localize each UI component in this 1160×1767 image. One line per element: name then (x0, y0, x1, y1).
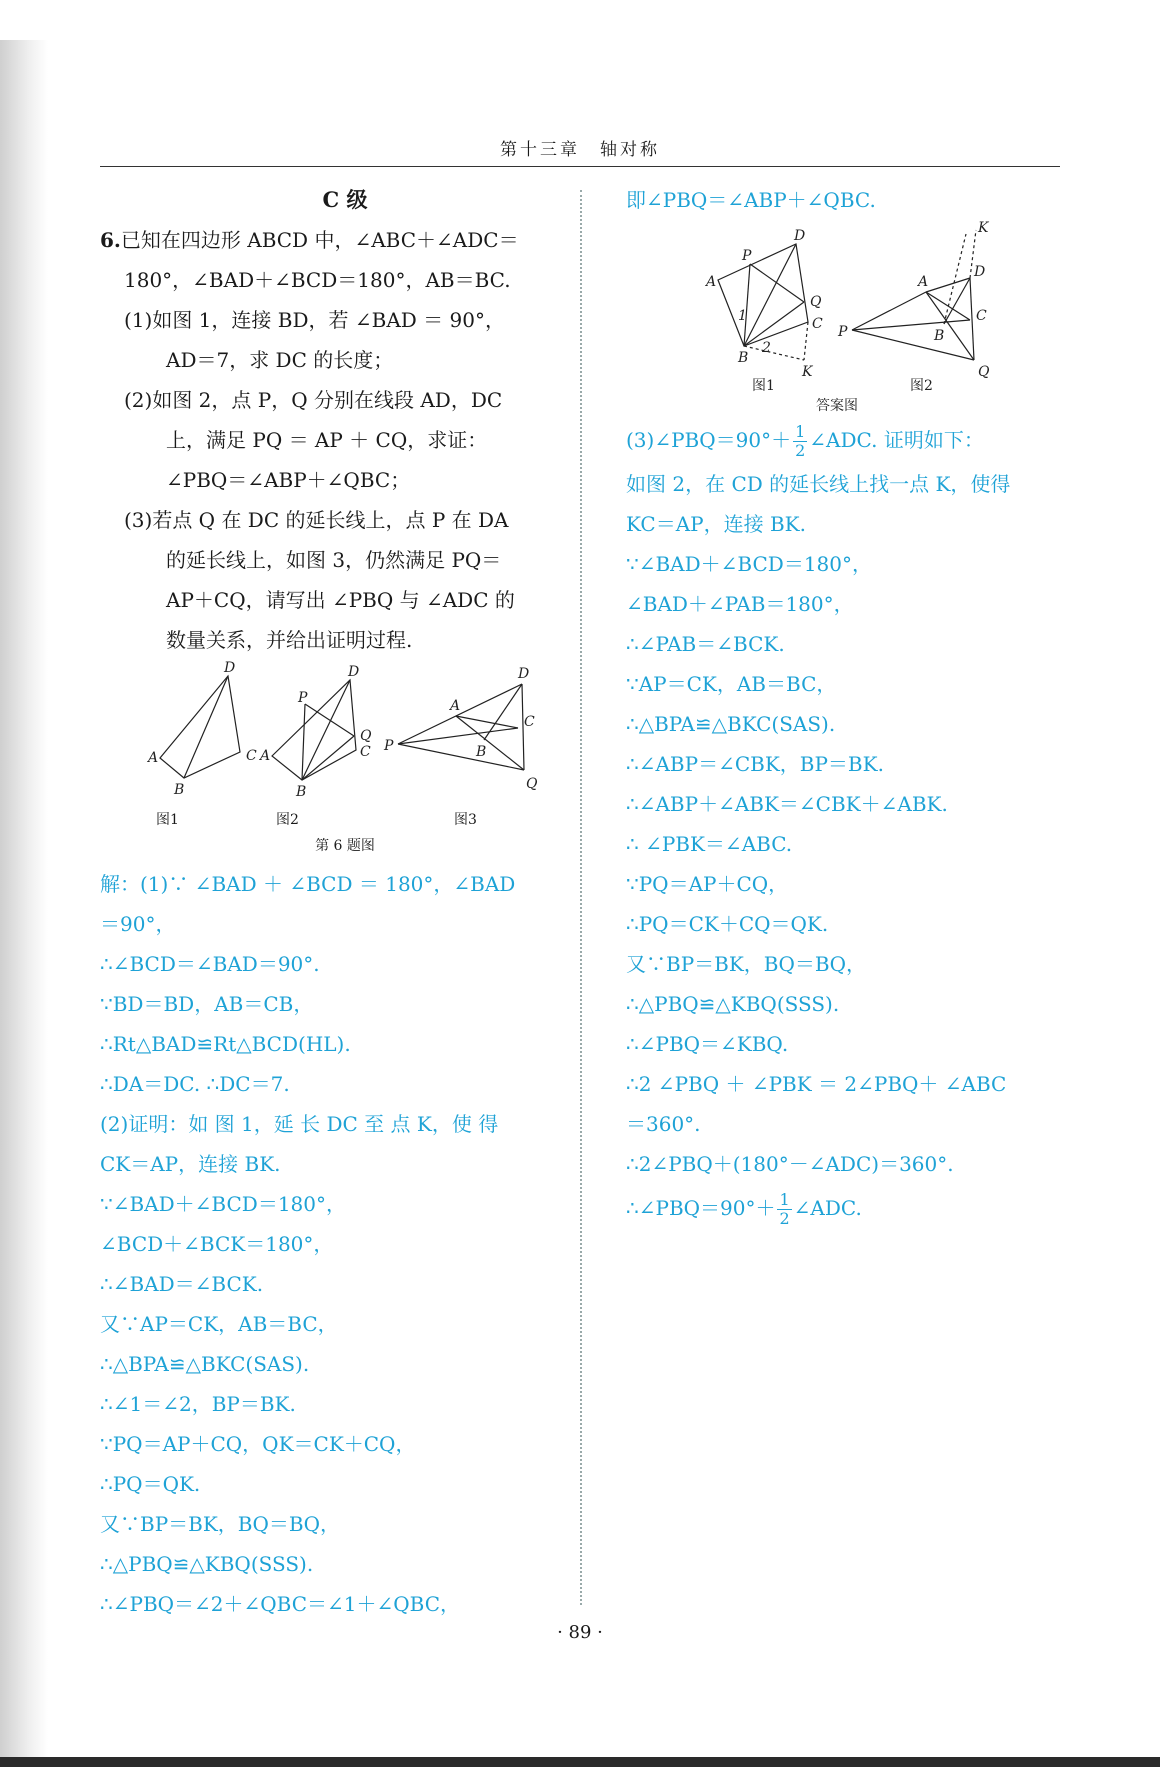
level-heading: C 级 (322, 187, 368, 212)
question-number: 6. (100, 228, 121, 252)
solution-line: 又∵BP＝BK，BQ＝BQ， (626, 952, 866, 976)
solution-line: ∴PQ＝QK. (100, 1472, 201, 1496)
ans2-label-a: A (918, 274, 929, 290)
ans1-ck-dashed (804, 322, 808, 360)
fig1-label-a: A (148, 750, 159, 766)
solution-line: (2)证明：如 图 1，延 长 DC 至 点 K，使 得 (100, 1112, 499, 1136)
solution-line: ∴DA＝DC. ∴DC＝7. (100, 1072, 290, 1096)
fig2-caption: 图2 (276, 812, 299, 828)
fig3-db (484, 684, 522, 740)
solution-line: ∴△BPA≌△BKC(SAS). (100, 1352, 310, 1376)
fig3-pd (398, 684, 522, 744)
solution-line: ∴∠PBQ＝∠2＋∠QBC＝∠1＋∠QBC， (100, 1592, 461, 1616)
fig1-quad (160, 676, 240, 778)
ans2-label-c: C (976, 308, 987, 324)
ans2-label-p: P (838, 324, 848, 340)
solution-line: ∠BCD＋∠BCK＝180°， (100, 1232, 334, 1256)
ans2-label-b: B (934, 328, 945, 344)
solution-line: ＝90°， (100, 912, 176, 936)
ans2-label-q: Q (978, 364, 990, 380)
fig2-label-c: C (360, 744, 371, 760)
solution-line: ∴△BPA≌△BKC(SAS). (626, 712, 836, 736)
fig3-label-d: D (518, 666, 530, 682)
fig2-bd (302, 680, 350, 780)
solution-line: ∴∠BAD＝∠BCK. (100, 1272, 264, 1296)
question-line (100, 220, 560, 260)
ans1-label-b: B (738, 350, 749, 366)
sub-question-3: 的延长线上，如图 3，仍然满足 PQ＝ (166, 548, 502, 572)
solution-line: 解：(1)∵ ∠BAD ＋ ∠BCD ＝ 180°，∠BAD (100, 872, 516, 896)
fig2-label-d: D (348, 664, 360, 680)
ans1-label-d: D (794, 228, 806, 244)
final-result (626, 1184, 1066, 1232)
fig3-pq (398, 744, 524, 770)
fig2-bp (302, 704, 305, 780)
ans1-bq (744, 302, 804, 346)
question-figures (100, 660, 560, 800)
solution-line: ∴∠ABP＝∠CBK，BP＝BK. (626, 752, 884, 776)
figure-captions-row (100, 800, 560, 828)
sub-question-3: (3)若点 Q 在 DC 的延长线上，点 P 在 DA (124, 508, 509, 532)
fig1-diagonal (184, 676, 228, 778)
ans1-caption: 图1 (752, 378, 775, 394)
sub-question-1: AD＝7，求 DC 的长度； (166, 348, 394, 372)
fig2-bq (302, 736, 354, 780)
solution-line: ∴ ∠PBK＝∠ABC. (626, 832, 793, 856)
solution-line: ∵AP＝CK，AB＝BC， (626, 672, 837, 696)
ans2-label-d: D (974, 264, 986, 280)
final-suffix: ∠ADC. (793, 1196, 862, 1220)
ans1-bp (744, 264, 750, 346)
question-line: 180°，∠BAD＋∠BCD＝180°，AB＝BC. (124, 268, 511, 292)
solution-line: ∵PQ＝AP＋CQ，QK＝CK＋CQ， (100, 1432, 416, 1456)
fig3-label-p: P (384, 738, 394, 754)
solution-line: ∴2 ∠PBQ ＋ ∠PBK ＝ 2∠PBQ＋ ∠ABC (626, 1072, 1007, 1096)
sub-question-1: (1)如图 1，连接 BD，若 ∠BAD ＝ 90°， (124, 308, 505, 332)
fig2-label-a: A (260, 748, 271, 764)
ans1-label-p: P (742, 248, 752, 264)
fig1-label-d: D (224, 660, 236, 676)
ans1-label-angle2: 2 (762, 340, 771, 356)
solution-line: ∴∠ABP＋∠ABK＝∠CBK＋∠ABK. (626, 792, 948, 816)
ans1-label-a: A (706, 274, 717, 290)
left-column (100, 180, 560, 1624)
ans2-caption: 图2 (910, 378, 933, 394)
fig3-caption: 图3 (454, 812, 477, 828)
solution-line: KC＝AP，连接 BK. (626, 512, 806, 536)
fig3-aq (456, 716, 524, 770)
fig2-label-p: P (298, 690, 308, 706)
solution-line: ∴Rt△BAD≌Rt△BCD(HL). (100, 1032, 351, 1056)
ans1-bk-dashed (744, 346, 804, 360)
solution-line: ∴△PBQ≌△KBQ(SSS). (626, 992, 840, 1016)
figure-title: 第 6 题图 (315, 838, 375, 854)
solution-line: ∴∠PBQ＝∠KBQ. (626, 1032, 789, 1056)
ans2-dq (970, 278, 974, 360)
chapter-header: 第十三章 轴对称 (500, 140, 660, 160)
solution-line: ∴∠BCD＝∠BAD＝90°. (100, 952, 320, 976)
solution-line: ∴∠PAB＝∠BCK. (626, 632, 785, 656)
solution-line: 如图 2，在 CD 的延长线上找一点 K，使得 (626, 472, 1011, 496)
sub-question-2: 上，满足 PQ ＝ AP ＋ CQ，求证： (166, 428, 488, 452)
solution-line: 又∵AP＝CK，AB＝BC， (100, 1312, 338, 1336)
solution-line: ＝360°. (626, 1112, 701, 1136)
solution-line: ∴△PBQ≌△KBQ(SSS). (100, 1552, 314, 1576)
fraction-half: $\frac{1}{2}$ (779, 1190, 790, 1228)
answer-figures (626, 220, 1066, 416)
solution-line: ∴∠1＝∠2，BP＝BK. (100, 1392, 296, 1416)
fig1-label-b: B (174, 782, 185, 798)
answer-figure-title: 答案图 (816, 398, 858, 414)
ans2-label-k: K (978, 220, 989, 236)
final-prefix: ∴∠PBQ＝90°＋ (626, 1196, 776, 1220)
fig1-caption: 图1 (156, 812, 179, 828)
fig2-pq (305, 704, 354, 736)
fig3-ac (456, 716, 518, 728)
header-rule (100, 166, 1060, 167)
solution-line: ∠BAD＋∠PAB＝180°， (626, 592, 854, 616)
fig1-label-c: C (246, 748, 257, 764)
ans1-label-q: Q (810, 294, 822, 310)
part3-prefix: (3)∠PBQ＝90°＋ (626, 428, 792, 452)
solution-line: ∴PQ＝CK＋CQ＝QK. (626, 912, 829, 936)
ans1-label-c: C (812, 316, 823, 332)
fig3-label-q: Q (526, 776, 538, 792)
solution-line: 即∠PBQ＝∠ABP＋∠QBC. (626, 188, 876, 212)
bottom-edge (0, 1757, 1160, 1767)
solution-line: ∵∠BAD＋∠BCD＝180°， (626, 552, 872, 576)
sub-question-2: (2)如图 2，点 P，Q 分别在线段 AD，DC (124, 388, 503, 412)
fig3-label-a: A (450, 698, 461, 714)
fig3-pc (398, 728, 518, 744)
fig3-label-b: B (476, 744, 487, 760)
solution-line: ∵∠BAD＋∠BCD＝180°， (100, 1192, 346, 1216)
part3-suffix: ∠ADC. 证明如下： (809, 428, 984, 452)
fig2-label-q: Q (360, 728, 372, 744)
answer-geometry (626, 220, 1066, 416)
column-divider (580, 190, 582, 1605)
sub-question-3: AP＋CQ，请写出 ∠PBQ 与 ∠ADC 的 (166, 588, 515, 612)
question-text: 已知在四边形 ABCD 中，∠ABC＋∠ADC＝ (120, 228, 519, 252)
fraction-half: $\frac{1}{2}$ (795, 422, 806, 460)
fig3-label-c: C (524, 714, 535, 730)
page-shadow (0, 40, 48, 1760)
solution-line: 又∵BP＝BK，BQ＝BQ， (100, 1512, 340, 1536)
ans1-bd (744, 244, 796, 346)
sub-question-3: 数量关系，并给出证明过程. (166, 628, 413, 652)
part3-result (626, 416, 1066, 464)
solution-line: ∵BD＝BD，AB＝CB， (100, 992, 314, 1016)
ans1-label-k: K (802, 364, 813, 380)
right-column (626, 180, 1066, 1232)
solution-block (100, 864, 560, 1624)
fig2-label-b: B (296, 784, 307, 800)
geometry-figures (100, 660, 560, 800)
ans1-pq (750, 264, 804, 302)
ans1-label-angle1: 1 (738, 308, 747, 324)
sub-question-2: ∠PBQ＝∠ABP＋∠QBC； (166, 468, 411, 492)
solution-line: ∵PQ＝AP＋CQ， (626, 872, 789, 896)
solution-line: CK＝AP，连接 BK. (100, 1152, 281, 1176)
solution-line: ∴2∠PBQ＋(180°－∠ADC)＝360°. (626, 1152, 954, 1176)
page-number: · 89 · (557, 1622, 603, 1643)
